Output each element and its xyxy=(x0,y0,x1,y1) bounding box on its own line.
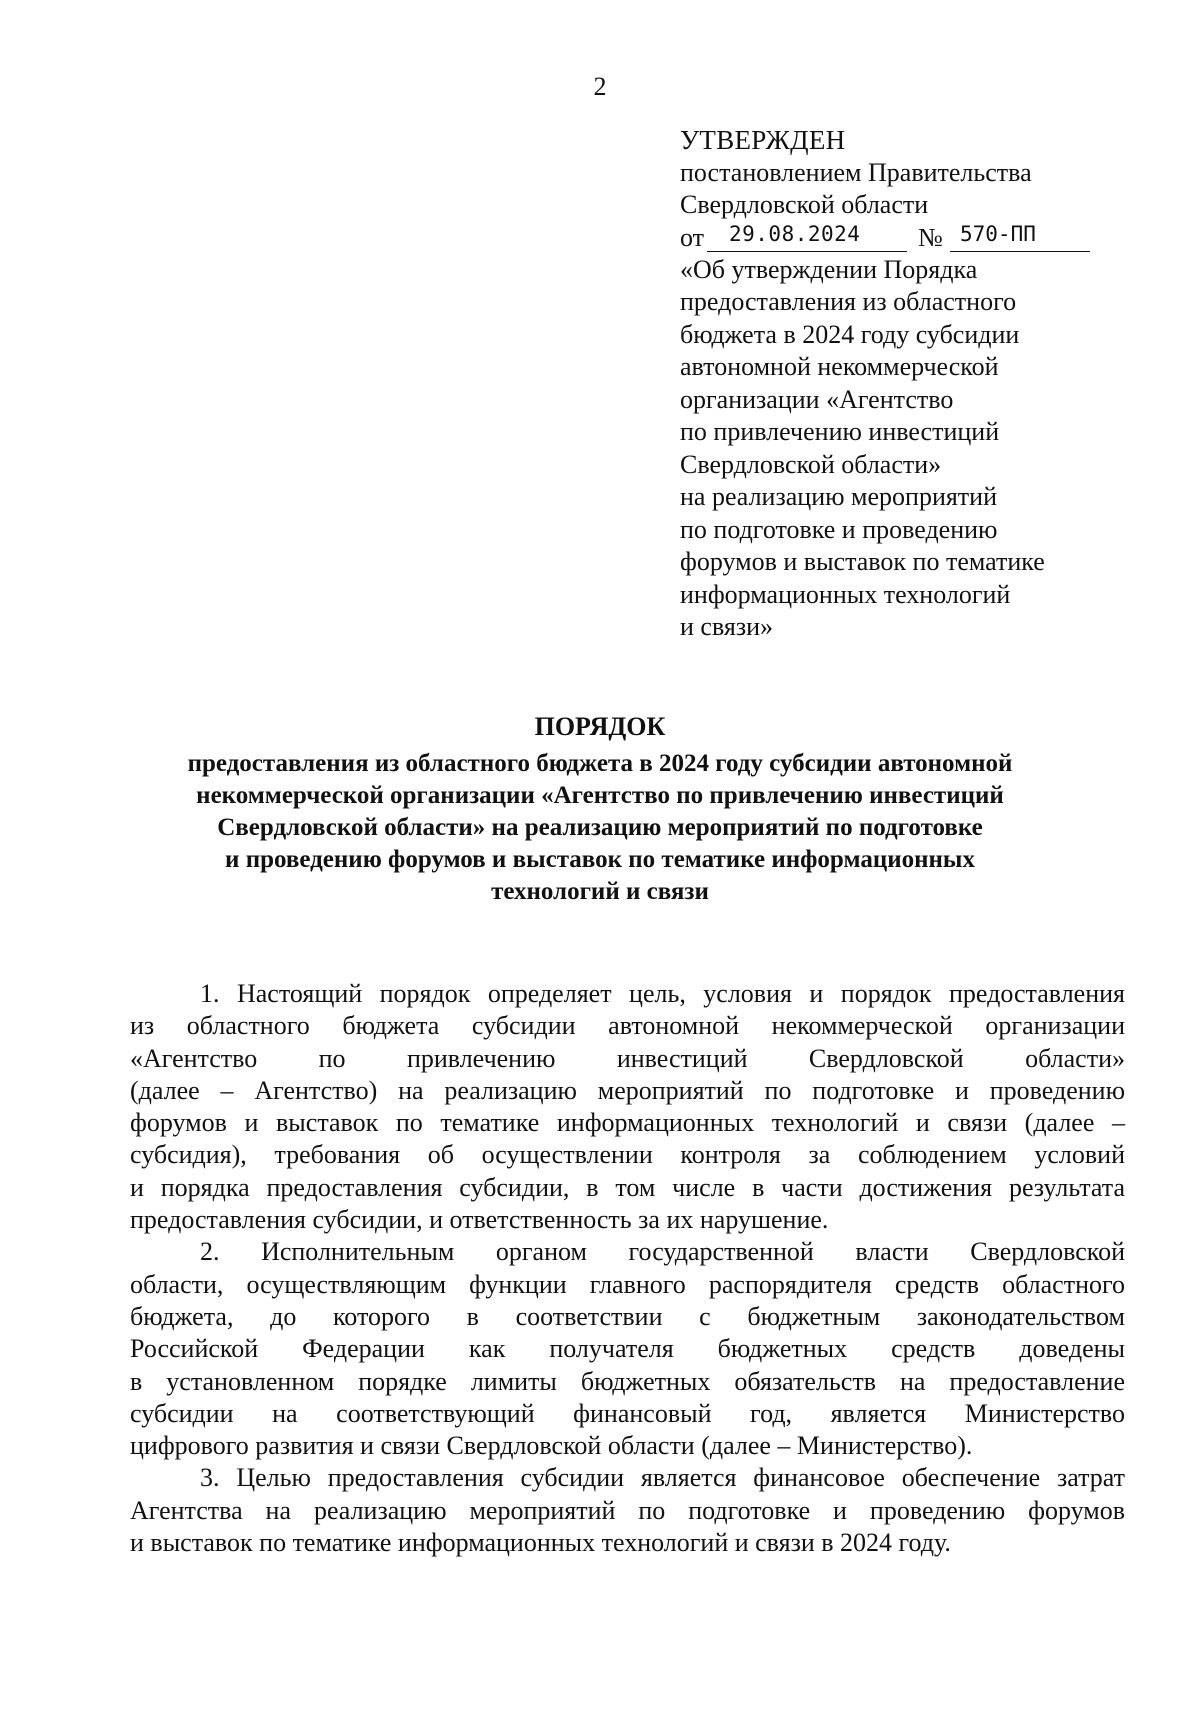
subtitle-line: некоммерческой организации «Агентство по привлечению инвестиций xyxy=(196,782,1004,809)
paragraph-line: из областного бюджета субсидии автономной некоммерческой организации xyxy=(130,1011,1125,1041)
paragraph-2 xyxy=(130,1236,1125,1462)
paragraph-line: цифрового развития и связи Свердловской области (далее – Министерство). xyxy=(130,1431,973,1461)
document-title: ПОРЯДОК xyxy=(534,712,666,741)
paragraph-line: субсидии на соответствующий финансовый год, является Министерство xyxy=(130,1398,1125,1428)
approval-line: постановлением Правительства xyxy=(680,157,1032,187)
paragraph-line: Агентства на реализацию мероприятий по подготовке и проведению форумов xyxy=(130,1495,1125,1525)
number-sign: № xyxy=(918,222,943,252)
paragraph-line: предоставления субсидии, и ответственность за их нарушение. xyxy=(130,1205,829,1235)
date-prefix: от xyxy=(680,222,705,252)
number-field xyxy=(950,222,1090,252)
subtitle-line: Свердловской области» на реализацию мероприятий по подготовке xyxy=(217,814,983,841)
approval-line: форумов и выставок по тематике xyxy=(680,547,1045,576)
approval-line: бюджета в 2024 году субсидии xyxy=(680,319,1020,349)
paragraph-line: субсидия), требования об осуществлении контроля за соблюдением условий xyxy=(130,1140,1125,1170)
approval-line: Свердловской области xyxy=(680,190,929,219)
paragraph-line: 3. Целью предоставления субсидии является финансовое обеспечение затрат xyxy=(200,1463,1125,1493)
document-subtitle xyxy=(140,748,1060,908)
paragraph-line: и порядка предоставления субсидии, в том числе в части достижения результата xyxy=(130,1172,1125,1202)
approval-line: организации «Агентство xyxy=(680,384,954,414)
approval-stamp xyxy=(680,124,1140,644)
subtitle-line: предоставления из областного бюджета в 2024 году субсидии автономной xyxy=(187,750,1013,777)
paragraph-line: (далее – Агентство) на реализацию мероприятий по подготовке и проведению xyxy=(130,1075,1125,1105)
approval-line: по подготовке и проведению xyxy=(680,514,998,544)
approval-line: «Об утверждении Порядка xyxy=(680,254,978,284)
approval-date-line xyxy=(680,222,1140,254)
approval-line: информационных технологий xyxy=(680,579,1011,609)
paragraph-line: форумов и выставок по тематике информационных технологий и связи (далее – xyxy=(130,1108,1125,1138)
approval-line: автономной некоммерческой xyxy=(680,352,999,381)
paragraph-line: бюджета, до которого в соответствии с бюджетным законодательством xyxy=(130,1301,1125,1331)
paragraph-line: Российской Федерации как получателя бюджетных средств доведены xyxy=(130,1334,1125,1364)
document-body xyxy=(130,978,1125,1559)
approval-line: Свердловской области» xyxy=(680,449,942,479)
paragraph-line: 2. Исполнительным органом государственной власти Свердловской xyxy=(200,1237,1125,1267)
paragraph-line: в установленном порядке лимиты бюджетных обязательств на предоставление xyxy=(130,1366,1125,1396)
paragraph-line: и выставок по тематике информационных технологий и связи в 2024 году. xyxy=(130,1528,951,1558)
approval-heading: УТВЕРЖДЕН xyxy=(680,125,846,155)
paragraph-line: области, осуществляющим функции главного распорядителя средств областного xyxy=(130,1269,1125,1299)
subtitle-line: технологий и связи xyxy=(491,878,709,905)
page-number: 2 xyxy=(593,72,607,101)
approval-date: 29.08.2024 xyxy=(729,221,861,246)
approval-number: 570-ПП xyxy=(960,221,1036,246)
approval-line: по привлечению инвестиций xyxy=(680,417,1000,446)
approval-line: и связи» xyxy=(680,612,774,641)
subtitle-line: и проведению форумов и выставок по тематике информационных xyxy=(225,846,975,873)
paragraph-3 xyxy=(130,1462,1125,1559)
date-field xyxy=(707,222,907,252)
paragraph-1 xyxy=(130,978,1125,1236)
approval-line: на реализацию мероприятий xyxy=(680,482,998,511)
paragraph-line: «Агентство по привлечению инвестиций Свердловской области» xyxy=(130,1043,1125,1073)
paragraph-line: 1. Настоящий порядок определяет цель, условия и порядок предоставления xyxy=(200,979,1125,1008)
approval-line: предоставления из областного xyxy=(680,287,1017,316)
